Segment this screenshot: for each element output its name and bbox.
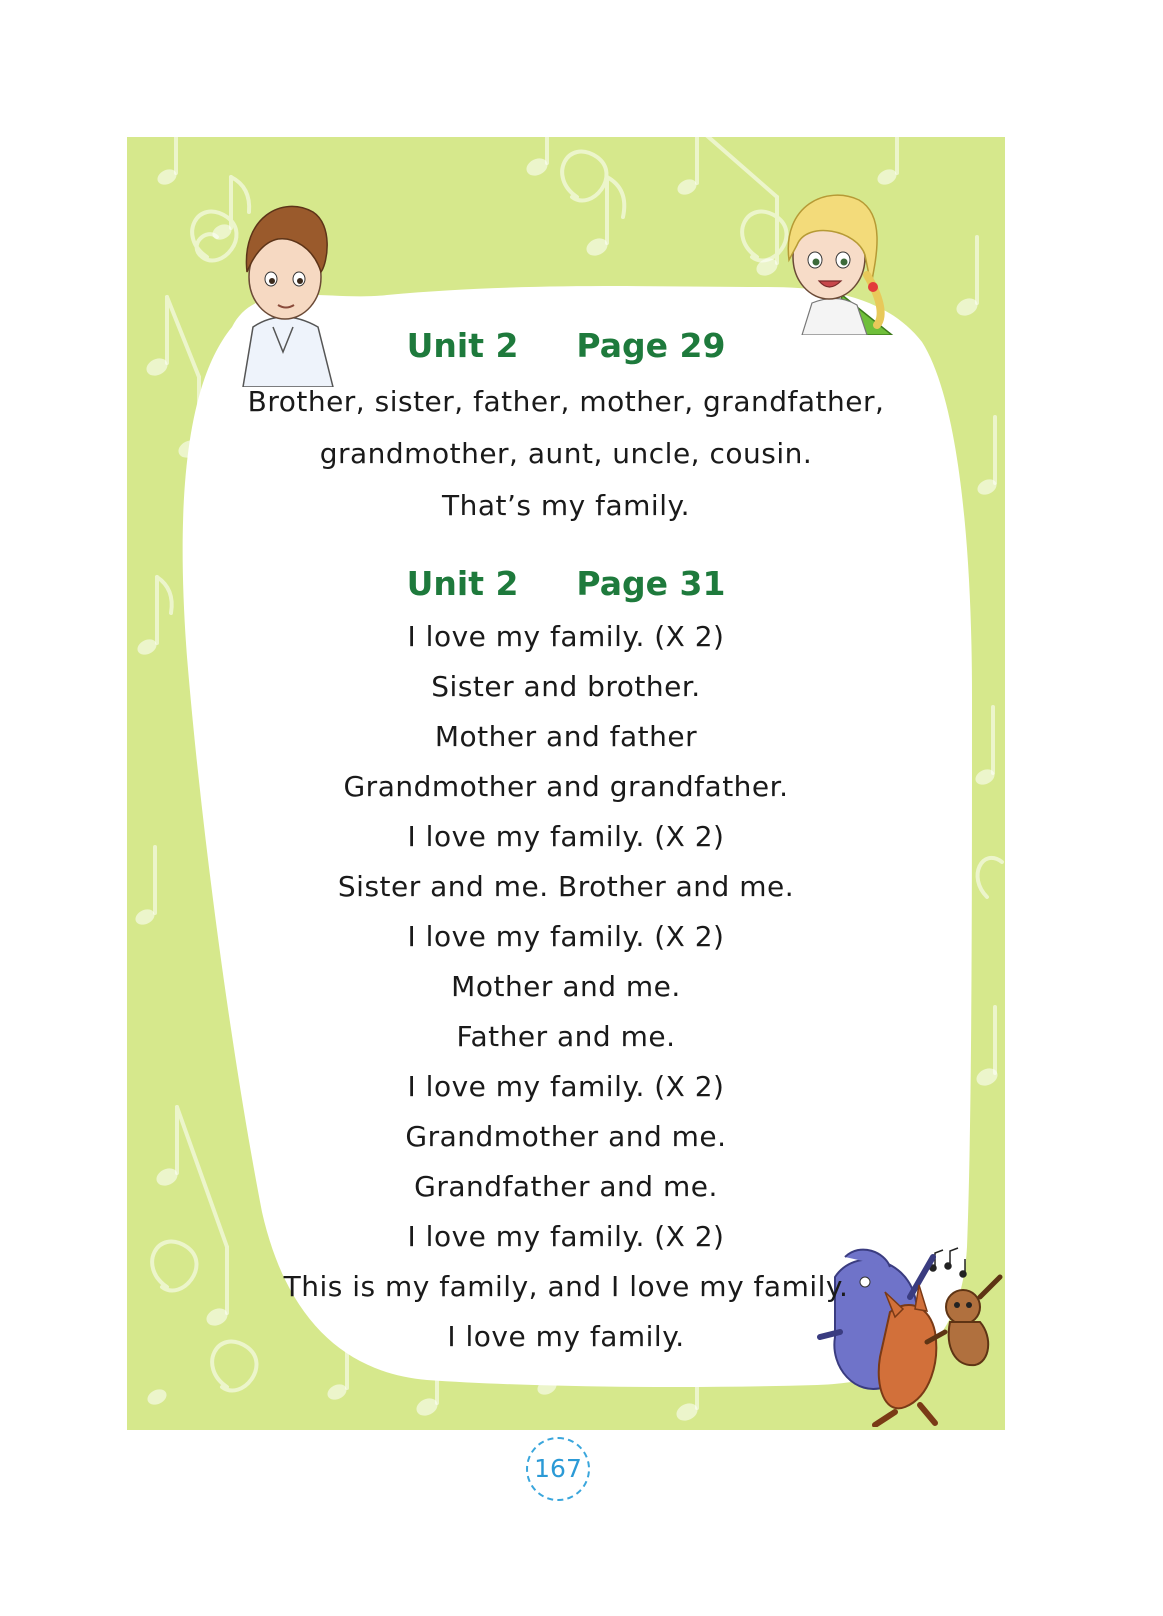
song-lyrics — [127, 376, 1005, 532]
lyric-line: I love my family. (X 2) — [407, 920, 725, 953]
lyric-line: I love my family. (X 2) — [407, 1220, 725, 1253]
lyric-line: grandmother, aunt, uncle, cousin. — [319, 437, 813, 470]
lyric-line: I love my family. — [447, 1320, 685, 1353]
lyric-line: Father and me. — [456, 1020, 676, 1053]
lyric-line: Sister and me. Brother and me. — [337, 870, 795, 903]
section-heading — [127, 562, 1005, 606]
lyric-line: That’s my family. — [442, 489, 690, 522]
section-heading — [127, 324, 1005, 368]
lyric-line: Sister and brother. — [431, 670, 701, 703]
lyric-line: Brother, sister, father, mother, grandfather, — [247, 385, 885, 418]
unit-label: Unit 2 — [406, 326, 519, 365]
lyric-line: Grandmother and me. — [405, 1120, 727, 1153]
lyric-line: Mother and father — [434, 720, 698, 753]
page-number: 167 — [526, 1437, 590, 1501]
girl-illustration — [767, 175, 897, 335]
lyric-line: This is my family, and I love my family. — [283, 1270, 849, 1303]
lyric-line: I love my family. (X 2) — [407, 820, 725, 853]
page-reference: Page 31 — [576, 564, 726, 603]
page-reference: Page 29 — [576, 326, 726, 365]
lyric-line: Grandmother and grandfather. — [343, 770, 789, 803]
unit-label: Unit 2 — [406, 564, 519, 603]
lyric-line: I love my family. (X 2) — [407, 1070, 725, 1103]
lyric-line: Mother and me. — [451, 970, 681, 1003]
lyric-line: I love my family. (X 2) — [407, 620, 725, 653]
lyric-line: Grandfather and me. — [414, 1170, 718, 1203]
song-lyrics — [127, 612, 1005, 1362]
